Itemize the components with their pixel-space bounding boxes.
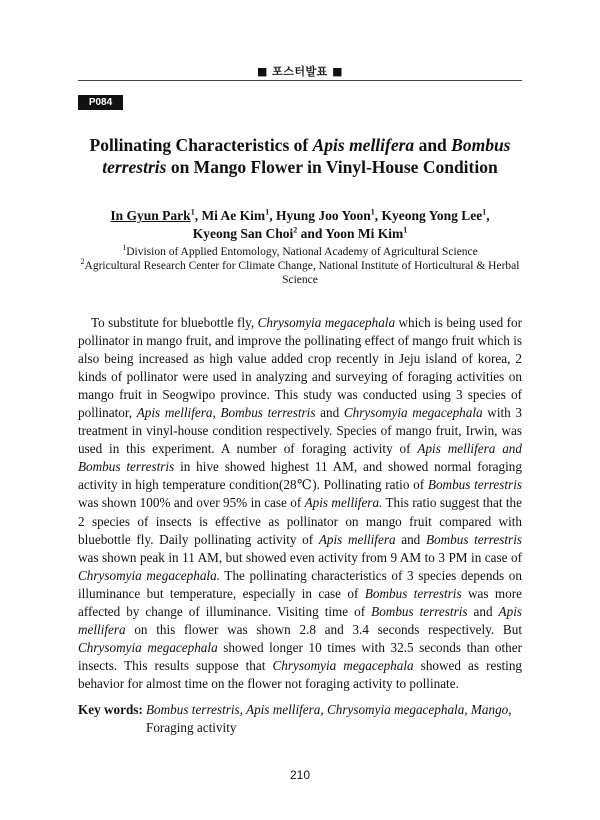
author-name: Yoon Mi Kim bbox=[325, 226, 404, 241]
affiliation-mark: 2 bbox=[80, 257, 85, 267]
abstract-text: and bbox=[395, 531, 426, 547]
species-name: Chrysomyia megacephala. bbox=[78, 567, 220, 583]
paper-title bbox=[78, 134, 522, 178]
author-list bbox=[78, 207, 522, 243]
author-affil-mark: 1 bbox=[370, 207, 375, 217]
abstract-text: This ratio suggest that the 2 species of insects is effective as pollinator on mango fruit compared with bluebottle fly. Daily pollinating activity of bbox=[78, 495, 523, 547]
author-affil-mark: 1 bbox=[190, 207, 195, 217]
author-separator: , bbox=[194, 208, 202, 223]
species-name: Apis mellifera, Bombus terrestris bbox=[136, 405, 316, 421]
poster-code-badge: P084 bbox=[78, 95, 123, 110]
species-name: Chrysomyia megacephala bbox=[343, 405, 483, 421]
species-name: Chrysomyia megacephala bbox=[272, 657, 414, 673]
author-affil-mark: 1 bbox=[265, 207, 270, 217]
author-name: Kyeong San Choi bbox=[192, 226, 294, 241]
author-affil-mark: 1 bbox=[403, 225, 408, 235]
title-species: Bombus bbox=[451, 135, 511, 155]
species-name: Apis mellifera and Bombus terrestris bbox=[78, 441, 522, 475]
abstract-text: To substitute for bluebottle fly, bbox=[91, 315, 258, 330]
species-name: Bombus terrestris bbox=[427, 477, 522, 493]
keywords-italic: Bombus terrestris, Apis mellifera, Chrysomyia megacephala, Mango, bbox=[146, 702, 512, 717]
abstract-text: showed as resting behavior for almost time on the flower not foraging activity to pollinate. bbox=[78, 657, 523, 691]
abstract-text: was shown 100% and over 95% in case of bbox=[78, 495, 305, 511]
species-name: Chrysomyia megacephala bbox=[78, 639, 218, 655]
abstract-text: The pollinating characteristics of 3 species depends on illuminance but temperature, especially in case of bbox=[78, 567, 522, 601]
species-name: Bombus terrestris bbox=[371, 603, 468, 619]
title-text: on Mango Flower in Vinyl-House Condition bbox=[166, 157, 498, 177]
author-separator: , bbox=[486, 208, 490, 223]
species-name: Apis mellifera bbox=[78, 603, 522, 637]
author-separator: and bbox=[297, 226, 326, 241]
abstract-text: with 3 treatment in vinyl-house condition respectively. Species of mango fruit, Irwin, was used in this experiment. A number of foraging activity of bbox=[78, 405, 523, 457]
keywords-list bbox=[146, 701, 522, 737]
abstract-text: showed longer 10 times with 32.5 seconds than other insects. This results suppose that bbox=[78, 639, 522, 673]
abstract-text: and bbox=[315, 405, 344, 421]
affiliation-list bbox=[78, 245, 522, 287]
affiliation-item bbox=[78, 245, 522, 259]
species-name: Apis mellifera bbox=[318, 531, 396, 547]
abstract-text: was shown peak in 11 AM, but showed even activity from 9 AM to 3 PM in case of bbox=[78, 549, 522, 565]
affiliation-item bbox=[78, 259, 522, 287]
author-name: In Gyun Park bbox=[110, 208, 191, 223]
keywords-block bbox=[78, 701, 522, 737]
abstract-paragraph bbox=[78, 314, 522, 693]
title-text: Pollinating Characteristics of bbox=[89, 135, 313, 155]
species-name: Apis mellifera. bbox=[304, 495, 383, 511]
title-text: and bbox=[414, 135, 452, 155]
species-name: Chrysomyia megacephala bbox=[257, 315, 396, 330]
author-separator: , bbox=[374, 208, 382, 223]
keywords-label: Key words: bbox=[78, 702, 143, 717]
header-divider bbox=[78, 80, 522, 81]
author-affil-mark: 2 bbox=[293, 225, 298, 235]
affiliation-mark: 1 bbox=[122, 243, 127, 253]
abstract-text: which is being used for pollinator in mango fruit, and improve the pollinating effect of mango fruit which is also being increased as high value added crop recently in Jeju island of korea, 2 kinds of pollinator were used in analyzing and surveying of foraging activities on mango fruit in Seogwipo province. This study was conducted using 3 species of pollinator, bbox=[78, 315, 523, 421]
keywords-plain: Foraging activity bbox=[146, 720, 237, 735]
abstract-text: on this flower was shown 2.8 and 3.4 seconds respectively. But bbox=[125, 621, 522, 637]
species-name: Bombus terrestris bbox=[425, 531, 522, 547]
abstract-text: and bbox=[467, 603, 499, 619]
species-name: Bombus terrestris bbox=[364, 585, 462, 601]
section-header: ■ 포스터발표 ■ bbox=[256, 65, 344, 78]
abstract-body bbox=[78, 314, 522, 693]
abstract-text: was more affected by change of illuminance. Visiting time of bbox=[78, 585, 522, 619]
author-affil-mark: 1 bbox=[482, 207, 487, 217]
page-number: 210 bbox=[289, 768, 311, 782]
author-name: Kyeong Yong Lee bbox=[381, 208, 483, 223]
abstract-text: in hive showed highest 11 AM, and showed normal foraging activity in high temperature condition(28℃). Pollinating ratio of bbox=[78, 459, 522, 493]
affiliation-text: Agricultural Research Center for Climate Change, National Institute of Horticultural & Herbal Science bbox=[84, 260, 520, 286]
author-name: Mi Ae Kim bbox=[201, 208, 266, 223]
title-species: Apis mellifera bbox=[312, 135, 415, 155]
author-name: Hyung Joo Yoon bbox=[275, 208, 371, 223]
affiliation-text: Division of Applied Entomology, National Academy of Agricultural Science bbox=[126, 246, 478, 258]
author-separator: , bbox=[269, 208, 276, 223]
title-species: terrestris bbox=[102, 157, 167, 177]
